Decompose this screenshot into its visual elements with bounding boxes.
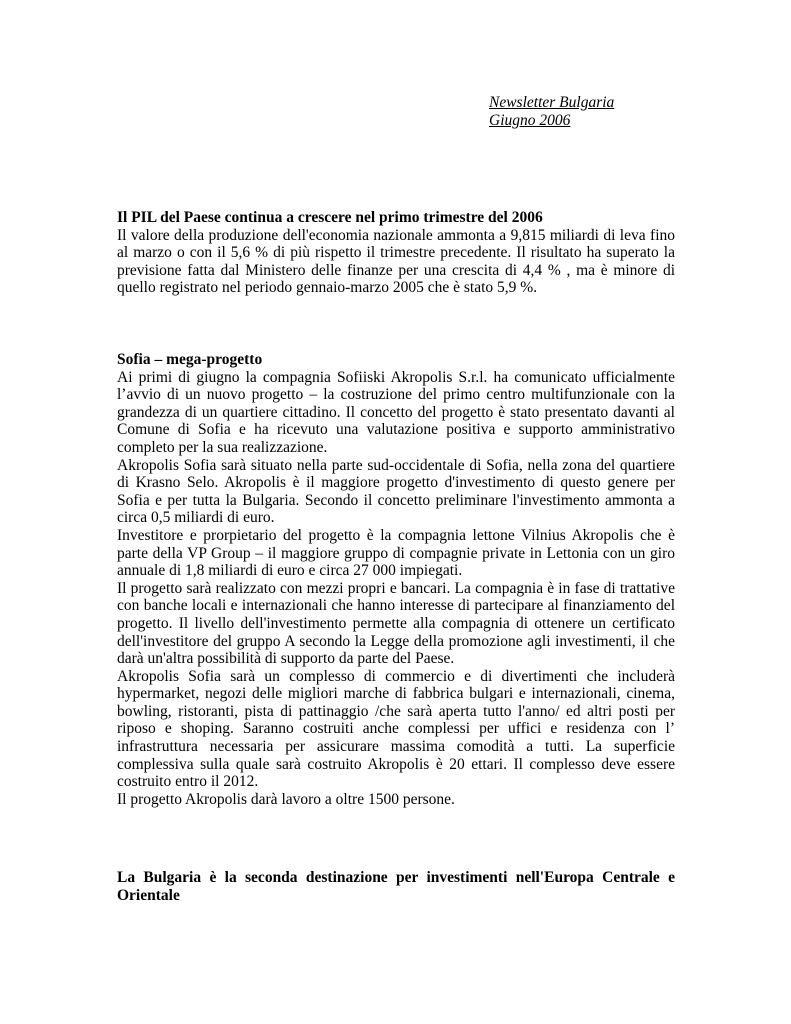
article-paragraph: Akropolis Sofia sarà situato nella parte sud-occidentale di Sofia, nella zona del quartiere di Krasno Selo. Akropolis è il maggiore progetto d'investimento di questo genere per Sofia e per tutta la Bulgaria. Secondo il concetto preliminare l'investimento ammonta a circa 0,5 miliardi di euro. xyxy=(117,456,675,527)
article-pil xyxy=(117,209,675,297)
article-bulgaria-investimenti xyxy=(117,869,675,904)
newsletter-date: Giugno 2006 xyxy=(489,111,571,129)
article-sofia-mega-progetto xyxy=(117,351,675,808)
article-title: Il PIL del Paese continua a crescere nel primo trimestre del 2006 xyxy=(117,209,543,226)
article-title: La Bulgaria è la seconda destinazione per investimenti nell'Europa Centrale e Orientale xyxy=(117,869,675,904)
newsletter-header xyxy=(489,94,614,129)
article-paragraph: Il progetto sarà realizzato con mezzi propri e bancari. La compagnia è in fase di trattative con banche locali e internazionali che hanno interesse di partecipare al finanziamento del progetto. Il livello dell'investimento permette alla compagnia di ottenere un certificato dell'investitore del gruppo A secondo la Legge della promozione agli investimenti, il che darà un'altra possibilità di supporto da parte del Paese. xyxy=(117,579,675,668)
article-paragraph: Investitore e prorpietario del progetto è la compagnia lettone Vilnius Akropolis che è parte della VP Group – il maggiore gruppo di compagnie private in Lettonia con un giro annuale di 1,8 miliardi di euro e circa 27 000 impiegati. xyxy=(117,526,675,580)
article-paragraph: Il valore della produzione dell'economia nazionale ammonta a 9,815 miliardi di leva fino al marzo o con il 5,6 % di più rispetto il trimestre precedente. Il risultato ha superato la previsione fatta dal Ministero delle finanze per una crescita di 4,4 % , ma è minore di quello registrato nel periodo gennaio-marzo 2005 che è stato 5,9 %. xyxy=(117,226,675,297)
article-paragraph: Il progetto Akropolis darà lavoro a oltre 1500 persone. xyxy=(117,790,455,808)
article-title: Sofia – mega-progetto xyxy=(117,351,263,368)
article-paragraph: Ai primi di giugno la compagnia Sofiiski Akropolis S.r.l. ha comunicato ufficialmente l’avvio di un nuovo progetto – la costruzione del primo centro multifunzionale con la grandezza di un quartiere cittadino. Il concetto del progetto è stato presentato davanti al Comune di Sofia e ha ricevuto una valutazione positiva e supporto amministrativo completo per la sua realizzazione. xyxy=(117,368,675,456)
article-paragraph: Akropolis Sofia sarà un complesso di commercio e di divertimenti che includerà hypermarket, negozi delle migliori marche di fabbrica bulgari e internazionali, cinema, bowling, ristoranti, pista di pattinaggio /che sarà aperta tutto l'anno/ ed altri posti per riposo e shoping. Saranno costruiti anche complessi per uffici e residenza con l’ infrastruttura necessaria per assicurare massima comodità a tutti. La superficie complessiva sulla quale sarà costruito Akropolis è 20 ettari. Il complesso deve essere costruito entro il 2012. xyxy=(117,667,675,791)
newsletter-title: Newsletter Bulgaria xyxy=(489,94,615,111)
